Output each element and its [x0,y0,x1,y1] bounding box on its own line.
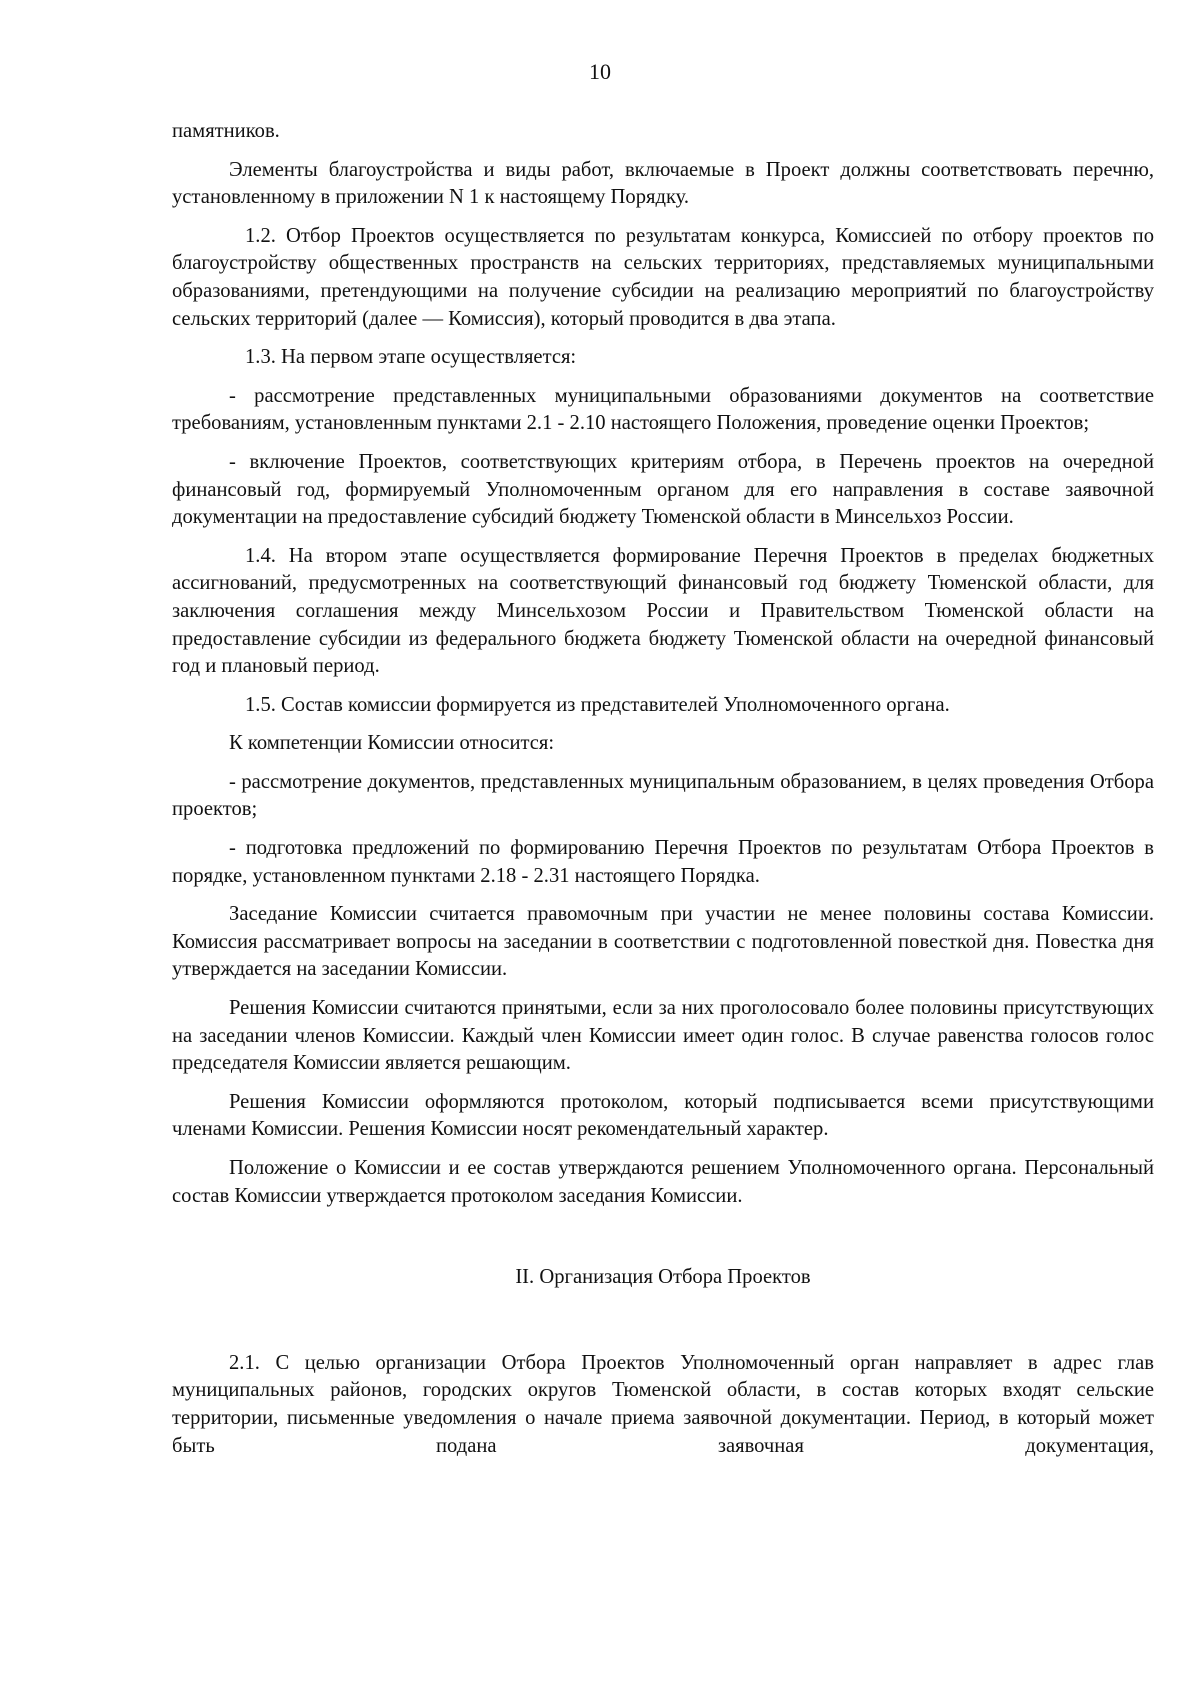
paragraph-continuation: памятников. [172,120,280,142]
paragraph-stage1-item2: - включение Проектов, соответствующих критериям отбора, в Перечень проектов на очередной финансовый год, формируемый Уполномоченным органом для его направления в составе заявочной документации на предоставление субсидий бюджету Тюменской области в Минсельхоз России. [172,450,1154,529]
paragraph-1-4: 1.4. На втором этапе осуществляется формирование Перечня Проектов в пределах бюджетных ассигнований, предусмотренных на соответствующий финансовый год бюджету Тюменской области, для заключения соглашения между Минсельхозом России и Правительством Тюменской области на предоставление субсидии из федерального бюджета бюджету Тюменской области на очередной финансовый год и плановый период. [172,544,1154,678]
paragraph-protocol: Решения Комиссии оформляются протоколом, который подписывается всеми присутствующими членами Комиссии. Решения Комиссии носят рекомендательный характер. [172,1090,1154,1141]
paragraph-1-5: 1.5. Состав комиссии формируется из представителей Уполномоченного органа. [245,693,950,716]
paragraph-1-2: 1.2. Отбор Проектов осуществляется по результатам конкурса, Комиссией по отбору проектов по благоустройству общественных пространств на сельских территориях, представляемых муниципальными образованиями, претендующими на получение субсидии на реализацию мероприятий по благоустройству сельских территорий (далее — Комиссия), который проводится в два этапа. [172,224,1154,330]
document-body [172,118,1154,1471]
section-heading: II. Организация Отбора Проектов [515,1266,811,1289]
paragraph-decisions: Решения Комиссии считаются принятыми, если за них проголосовало более половины присутствующих на заседании членов Комиссии. Каждый член Комиссии имеет один голос. В случае равенства голосов голос председателя Комиссии является решающим. [172,997,1154,1075]
paragraph-regulation: Положение о Комиссии и ее состав утверждаются решением Уполномоченного органа. Персональный состав Комиссии утверждается протоколом заседания Комиссии. [172,1157,1154,1207]
paragraph-competence: К компетенции Комиссии относится: [229,732,555,755]
paragraph-quorum: Заседание Комиссии считается правомочным при участии не менее половины состава Комиссии. Комиссия рассматривает вопросы на заседании в соответствии с подготовленной повесткой дня. Повестка дня утверждается на заседании Комиссии. [172,903,1154,981]
paragraph-competence-item2: - подготовка предложений по формированию Перечня Проектов по результатам Отбора Проектов в порядке, установленном пунктами 2.18 - 2.31 настоящего Порядка. [172,837,1154,887]
paragraph-2-1: 2.1. С целью организации Отбора Проектов Уполномоченный орган направляет в адрес глав муниципальных районов, городских округов Тюменской области, в состав которых входят сельские территории, письменные уведомления о начале приема заявочной документации. Период, в который может быть подана заявочная документация, [172,1351,1154,1457]
paragraph-stage1-item1: - рассмотрение представленных муниципальными образованиями документов на соответствие требованиям, установленным пунктами 2.1 - 2.10 настоящего Положения, проведение оценки Проектов; [172,384,1154,435]
page-number: 10 [589,59,611,84]
paragraph-elements: Элементы благоустройства и виды работ, включаемые в Проект должны соответствовать перечню, установленному в приложении N 1 к настоящему Порядку. [172,158,1154,209]
paragraph-1-3: 1.3. На первом этапе осуществляется: [245,346,577,369]
paragraph-competence-item1: - рассмотрение документов, представленных муниципальным образованием, в целях проведения Отбора проектов; [172,770,1154,821]
